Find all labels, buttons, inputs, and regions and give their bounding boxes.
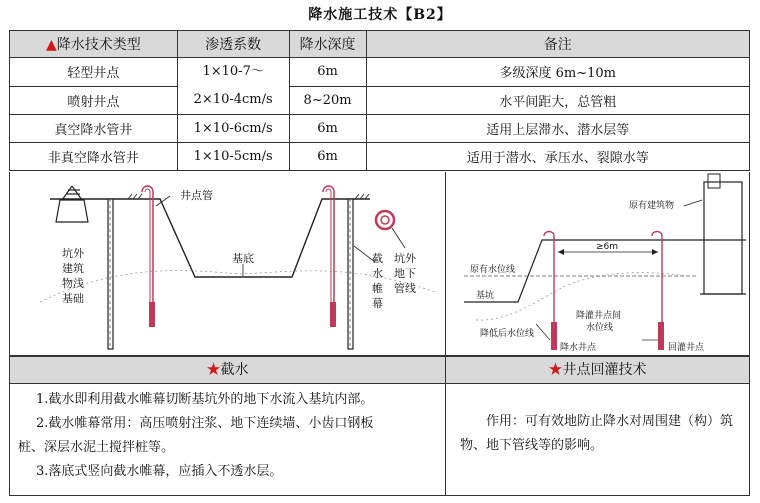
- distance-label: ≥6m: [596, 242, 619, 252]
- right-sheet-pile: [348, 199, 353, 349]
- table-row: [10, 86, 750, 115]
- dewatering-well-icon: [544, 232, 557, 351]
- cell-note: 多级深度 6m~10m: [366, 58, 749, 87]
- cutoff-line-1: 1.截水即利用截水帷幕切断基坑外的地下水流入基坑内部。: [36, 392, 374, 407]
- lowered-water-label: 降低后水位线: [480, 329, 535, 339]
- cell-coef-line1: 1×10-7～: [202, 64, 264, 79]
- building-foundation-icon: [56, 186, 88, 222]
- base-label: 基底: [232, 252, 254, 265]
- recharge-well-icon: [652, 232, 664, 351]
- pipe-label-3: 管线: [394, 282, 416, 295]
- table-header-row: [10, 31, 750, 58]
- cell-depth: 6m: [289, 143, 366, 171]
- recharge-section-title: 井点回灌技术: [562, 362, 647, 378]
- table-row: [10, 58, 750, 87]
- table-row: [10, 143, 750, 171]
- cell-type: 喷射井点: [10, 86, 178, 115]
- cell-note: 水平间距大，总管粗: [366, 86, 749, 115]
- building-label-2: 建筑: [62, 262, 84, 275]
- existing-building-label: 原有建筑物: [629, 201, 675, 211]
- curtain-label-2: 水: [372, 267, 383, 280]
- table-row: [10, 115, 750, 143]
- pipe-label-1: 坑外: [394, 252, 416, 265]
- cutoff-section-body: [9, 384, 446, 496]
- cell-coef: [177, 58, 289, 115]
- recharge-diagram-svg: [446, 172, 750, 356]
- wellpoint-label: 井点管: [180, 189, 213, 202]
- recharge-water-label-2: 水位线: [586, 323, 614, 333]
- cell-coef: 1×10-5cm/s: [177, 143, 289, 171]
- cutoff-line-4: 3.落底式竖向截水帷幕，应插入不透水层。: [36, 464, 283, 479]
- wellpoint-pipe-left: [142, 186, 155, 327]
- recharge-section-header: [446, 356, 750, 384]
- building-label-4: 基础: [62, 292, 84, 305]
- cutoff-section-title: 截水: [220, 362, 249, 378]
- curtain-label-4: 幕: [372, 297, 383, 310]
- cell-depth: 8~20m: [289, 86, 366, 115]
- cutoff-diagram: [9, 172, 446, 356]
- cell-type: 真空降水管井: [10, 115, 178, 143]
- recharge-water-label-1: 降灌井点间: [576, 311, 622, 321]
- star-icon: ★: [548, 362, 563, 378]
- cell-coef-line2: 2×10-4cm/s: [193, 92, 273, 107]
- wellpoint-pipe-right: [323, 186, 336, 327]
- cutoff-diagram-svg: [10, 172, 447, 356]
- cutoff-line-3: 桩、深层水泥土搅拌桩等。: [18, 440, 175, 455]
- header-type-label: 降水技术类型: [56, 37, 141, 53]
- cutoff-line-2: 2.截水帷幕常用：高压喷射注浆、地下连续墙、小齿口钢板: [36, 416, 374, 431]
- recharge-section-body: 作用：可有效地防止降水对周围建（构）筑物、地下管线等的影响。: [446, 384, 750, 496]
- dewatering-table: [9, 30, 750, 171]
- curtain-label-3: 帷: [372, 282, 383, 295]
- original-water-label: 原有水位线: [470, 265, 516, 275]
- header-type: [10, 31, 178, 58]
- triangle-icon: ▲: [45, 37, 57, 53]
- building-label-1: 坑外: [62, 247, 84, 260]
- pipeline-icon: [376, 211, 394, 229]
- star-icon: ★: [206, 362, 221, 378]
- existing-building-icon: [700, 174, 746, 294]
- pipe-label-2: 地下: [394, 267, 416, 280]
- cell-note: 适用上层滞水、潜水层等: [366, 115, 749, 143]
- cell-depth: 6m: [289, 115, 366, 143]
- header-depth: 降水深度: [289, 31, 366, 58]
- cell-depth: 6m: [289, 58, 366, 87]
- recharge-diagram: [446, 172, 750, 356]
- cell-coef: 1×10-6cm/s: [177, 115, 289, 143]
- cell-type: 轻型井点: [10, 58, 178, 87]
- cell-type: 非真空降水管井: [10, 143, 178, 171]
- page-title: 降水施工技术【B2】: [308, 7, 452, 23]
- cell-note: 适用于潜水、承压水、裂隙水等: [366, 143, 749, 171]
- left-sheet-pile: [108, 199, 113, 349]
- header-note: 备注: [366, 31, 749, 58]
- curtain-label-1: 截: [372, 252, 383, 265]
- building-label-3: 物浅: [62, 277, 84, 290]
- header-coef: 渗透系数: [177, 31, 289, 58]
- recharge-well-label: 回灌井点: [668, 343, 705, 353]
- cutoff-section-header: [9, 356, 446, 384]
- pit-label: 基坑: [476, 291, 495, 301]
- dewatering-well-label: 降水井点: [560, 343, 597, 353]
